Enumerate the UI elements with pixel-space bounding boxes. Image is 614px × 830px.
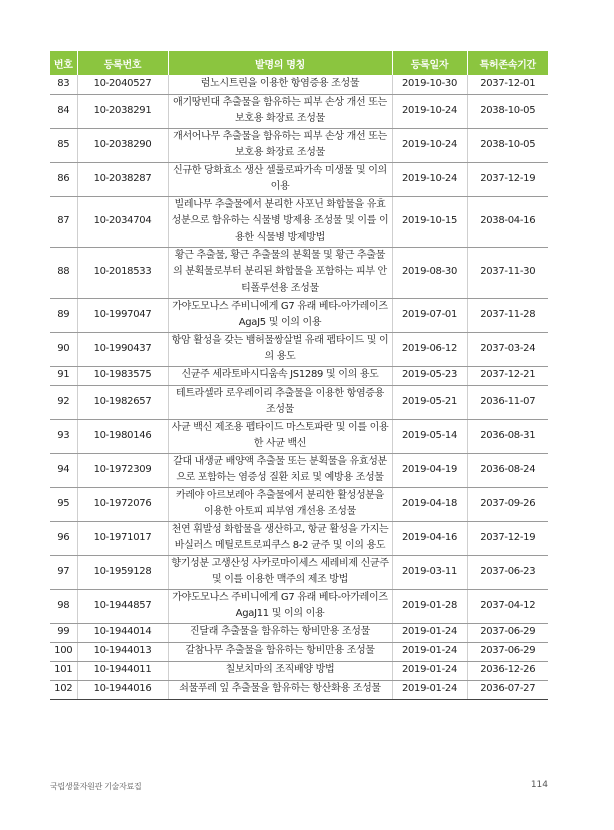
cell-registration-number: 10-1982657 (77, 385, 168, 419)
cell-invention-title: 항암 활성을 갖는 뱀허물쌍살벌 유래 펩타이드 및 이의 용도 (168, 332, 392, 366)
cell-invention-title: 진달래 추출물을 함유하는 항비만용 조성물 (168, 623, 392, 642)
cell-patent-term: 2036-08-31 (467, 419, 548, 453)
cell-registration-date: 2019-10-24 (392, 94, 467, 128)
cell-patent-term: 2038-04-16 (467, 196, 548, 247)
cell-registration-number: 10-1997047 (77, 298, 168, 332)
cell-number: 102 (50, 680, 77, 699)
cell-invention-title: 갈대 내생균 배양액 추출물 또는 분획물을 유효성분으로 포함하는 염증성 질환 치료 및 예방용 조성물 (168, 453, 392, 487)
cell-registration-date: 2019-10-15 (392, 196, 467, 247)
table-row (50, 385, 548, 419)
cell-registration-number: 10-1959128 (77, 555, 168, 589)
cell-invention-title: 천연 휘발성 화합물을 생산하고, 항균 활성을 가지는 바실러스 메틸로트로피쿠스 8-2 균주 및 이의 용도 (168, 521, 392, 555)
cell-number: 83 (50, 75, 77, 94)
cell-registration-date: 2019-10-30 (392, 75, 467, 94)
cell-registration-date: 2019-04-18 (392, 487, 467, 521)
cell-patent-term: 2036-08-24 (467, 453, 548, 487)
cell-registration-date: 2019-05-23 (392, 366, 467, 385)
cell-registration-date: 2019-01-24 (392, 661, 467, 680)
cell-registration-number: 10-1983575 (77, 366, 168, 385)
cell-patent-term: 2037-06-23 (467, 555, 548, 589)
cell-invention-title: 칠보치마의 조직배양 방법 (168, 661, 392, 680)
table-row (50, 419, 548, 453)
cell-registration-date: 2019-10-24 (392, 128, 467, 162)
cell-number: 84 (50, 94, 77, 128)
cell-registration-number: 10-2040527 (77, 75, 168, 94)
table-row (50, 623, 548, 642)
table-row (50, 453, 548, 487)
table-row (50, 521, 548, 555)
cell-invention-title: 빌레나무 추출물에서 분리한 사포닌 화합물을 유효성분으로 함유하는 식물병 방제용 조성물 및 이를 이용한 식물병 방제방법 (168, 196, 392, 247)
cell-registration-date: 2019-01-28 (392, 589, 467, 623)
cell-registration-date: 2019-03-11 (392, 555, 467, 589)
cell-patent-term: 2037-12-19 (467, 162, 548, 196)
table-row (50, 75, 548, 94)
cell-patent-term: 2036-07-27 (467, 680, 548, 699)
cell-invention-title: 가야도모나스 주비니에게 G7 유래 베타-아가레이즈 AgaJ11 및 이의 이용 (168, 589, 392, 623)
table-body (50, 75, 548, 699)
patent-table (50, 51, 548, 700)
cell-invention-title: 신균주 세라토바시디움속 JS1289 및 이의 용도 (168, 366, 392, 385)
cell-patent-term: 2037-11-28 (467, 298, 548, 332)
cell-number: 94 (50, 453, 77, 487)
cell-registration-number: 10-2018533 (77, 247, 168, 298)
cell-number: 101 (50, 661, 77, 680)
cell-patent-term: 2037-03-24 (467, 332, 548, 366)
cell-number: 86 (50, 162, 77, 196)
cell-registration-number: 10-1944011 (77, 661, 168, 680)
cell-patent-term: 2037-06-29 (467, 642, 548, 661)
cell-registration-number: 10-2038291 (77, 94, 168, 128)
page-number: 114 (530, 780, 548, 790)
cell-number: 99 (50, 623, 77, 642)
cell-invention-title: 럼노시트린을 이용한 항염증용 조성물 (168, 75, 392, 94)
cell-registration-date: 2019-05-21 (392, 385, 467, 419)
table-row (50, 555, 548, 589)
cell-registration-date: 2019-04-19 (392, 453, 467, 487)
cell-registration-date: 2019-05-14 (392, 419, 467, 453)
table-row (50, 162, 548, 196)
table-row (50, 642, 548, 661)
cell-patent-term: 2036-11-07 (467, 385, 548, 419)
cell-number: 100 (50, 642, 77, 661)
table-row (50, 487, 548, 521)
cell-invention-title: 황근 추출물, 황근 추출물의 분획물 및 황근 추출물의 분획물로부터 분리된 화합물을 포함하는 피부 안티폴루션용 조성물 (168, 247, 392, 298)
cell-patent-term: 2038-10-05 (467, 94, 548, 128)
table-row (50, 680, 548, 699)
cell-patent-term: 2038-10-05 (467, 128, 548, 162)
cell-registration-date: 2019-10-24 (392, 162, 467, 196)
cell-registration-number: 10-1972076 (77, 487, 168, 521)
cell-number: 89 (50, 298, 77, 332)
footer-publisher: 국립생물자원관 기술자료집 (50, 782, 142, 791)
cell-invention-title: 카레야 아르보레아 추출물에서 분리한 활성성분을 이용한 아토피 피부염 개선용 조성물 (168, 487, 392, 521)
cell-registration-number: 10-1971017 (77, 521, 168, 555)
table-header (50, 51, 548, 75)
cell-registration-number: 10-2038287 (77, 162, 168, 196)
cell-number: 92 (50, 385, 77, 419)
table-row (50, 332, 548, 366)
cell-number: 98 (50, 589, 77, 623)
cell-registration-date: 2019-01-24 (392, 642, 467, 661)
table-row (50, 589, 548, 623)
table-row (50, 366, 548, 385)
cell-registration-date: 2019-01-24 (392, 623, 467, 642)
cell-patent-term: 2037-04-12 (467, 589, 548, 623)
cell-invention-title: 신규한 당화효소 생산 셀룰로파가속 미생물 및 이의 이용 (168, 162, 392, 196)
cell-invention-title: 애기땅빈대 추출물을 함유하는 피부 손상 개선 또는 보호용 화장료 조성물 (168, 94, 392, 128)
cell-invention-title: 향기성분 고생산성 사카로마이세스 세레비제 신균주 및 이를 이용한 맥주의 제조 방법 (168, 555, 392, 589)
cell-patent-term: 2037-09-26 (467, 487, 548, 521)
cell-registration-number: 10-1980146 (77, 419, 168, 453)
cell-registration-date: 2019-06-12 (392, 332, 467, 366)
cell-invention-title: 개서어나무 추출물을 함유하는 피부 손상 개선 또는 보호용 화장료 조성물 (168, 128, 392, 162)
header-registration-date: 등록일자 (392, 51, 467, 75)
table-row (50, 196, 548, 247)
cell-patent-term: 2037-12-21 (467, 366, 548, 385)
header-number: 번호 (50, 51, 77, 75)
cell-number: 88 (50, 247, 77, 298)
cell-registration-number: 10-2038290 (77, 128, 168, 162)
cell-patent-term: 2037-06-29 (467, 623, 548, 642)
cell-registration-number: 10-1944857 (77, 589, 168, 623)
table-row (50, 661, 548, 680)
table-row (50, 94, 548, 128)
cell-registration-date: 2019-01-24 (392, 680, 467, 699)
header-registration-number: 등록번호 (77, 51, 168, 75)
cell-registration-number: 10-1972309 (77, 453, 168, 487)
cell-number: 87 (50, 196, 77, 247)
cell-invention-title: 사균 백신 제조용 펩타이드 마스토파란 및 이를 이용한 사균 백신 (168, 419, 392, 453)
table-row (50, 298, 548, 332)
cell-registration-date: 2019-04-16 (392, 521, 467, 555)
cell-invention-title: 갈참나무 추출물을 함유하는 항비만용 조성물 (168, 642, 392, 661)
cell-patent-term: 2037-11-30 (467, 247, 548, 298)
header-invention-title: 발명의 명칭 (168, 51, 392, 75)
cell-invention-title: 쇠물푸레 잎 추출물을 함유하는 항산화용 조성물 (168, 680, 392, 699)
cell-registration-date: 2019-08-30 (392, 247, 467, 298)
cell-number: 93 (50, 419, 77, 453)
cell-number: 96 (50, 521, 77, 555)
cell-registration-number: 10-1944016 (77, 680, 168, 699)
cell-patent-term: 2036-12-26 (467, 661, 548, 680)
cell-patent-term: 2037-12-19 (467, 521, 548, 555)
header-patent-term: 특허존속기간 (467, 51, 548, 75)
cell-registration-number: 10-1944013 (77, 642, 168, 661)
cell-registration-number: 10-1944014 (77, 623, 168, 642)
cell-patent-term: 2037-12-01 (467, 75, 548, 94)
cell-registration-number: 10-2034704 (77, 196, 168, 247)
cell-number: 97 (50, 555, 77, 589)
cell-invention-title: 테트라셀라 로우레이리 추출물을 이용한 항염증용 조성물 (168, 385, 392, 419)
cell-number: 90 (50, 332, 77, 366)
table-row (50, 247, 548, 298)
cell-number: 91 (50, 366, 77, 385)
cell-invention-title: 가야도모나스 주비니에게 G7 유래 베타-아가레이즈 AgaJ5 및 이의 이용 (168, 298, 392, 332)
cell-registration-number: 10-1990437 (77, 332, 168, 366)
cell-registration-date: 2019-07-01 (392, 298, 467, 332)
table-row (50, 128, 548, 162)
cell-number: 95 (50, 487, 77, 521)
cell-number: 85 (50, 128, 77, 162)
